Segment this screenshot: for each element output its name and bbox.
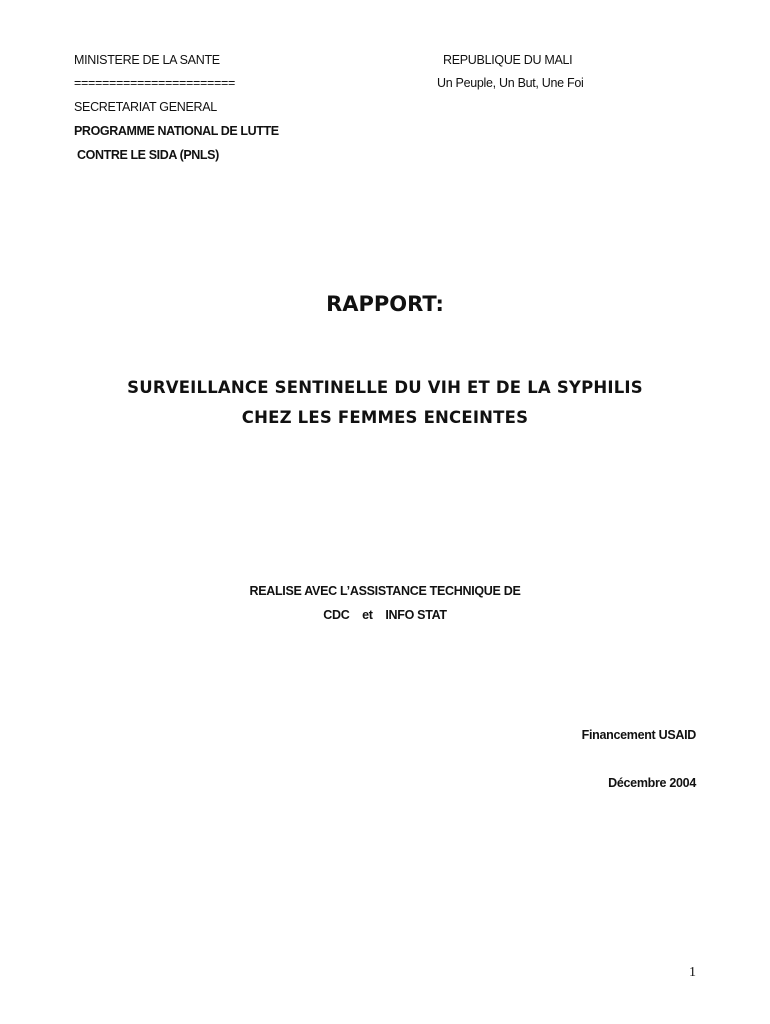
ministry-label: MINISTERE DE LA SANTE bbox=[74, 53, 220, 67]
programme-line-1: PROGRAMME NATIONAL DE LUTTE bbox=[74, 124, 279, 138]
header-separator: ======================= bbox=[74, 76, 235, 90]
report-subtitle-line-1: SURVEILLANCE SENTINELLE DU VIH ET DE LA SYPHILIS bbox=[127, 378, 643, 397]
assistance-line-2: CDC et INFO STAT bbox=[323, 608, 447, 622]
assistance-line-1: REALISE AVEC L’ASSISTANCE TECHNIQUE DE bbox=[249, 584, 521, 598]
secretariat-label: SECRETARIAT GENERAL bbox=[74, 100, 217, 114]
country-label: REPUBLIQUE DU MALI bbox=[443, 53, 573, 67]
national-motto: Un Peuple, Un But, Une Foi bbox=[437, 76, 584, 90]
programme-line-2: CONTRE LE SIDA (PNLS) bbox=[77, 148, 219, 162]
report-title: RAPPORT: bbox=[326, 292, 444, 316]
report-subtitle-line-2: CHEZ LES FEMMES ENCEINTES bbox=[241, 408, 529, 427]
page-number: 1 bbox=[689, 965, 696, 980]
report-date: Décembre 2004 bbox=[608, 776, 696, 790]
funding-label: Financement USAID bbox=[581, 728, 696, 742]
